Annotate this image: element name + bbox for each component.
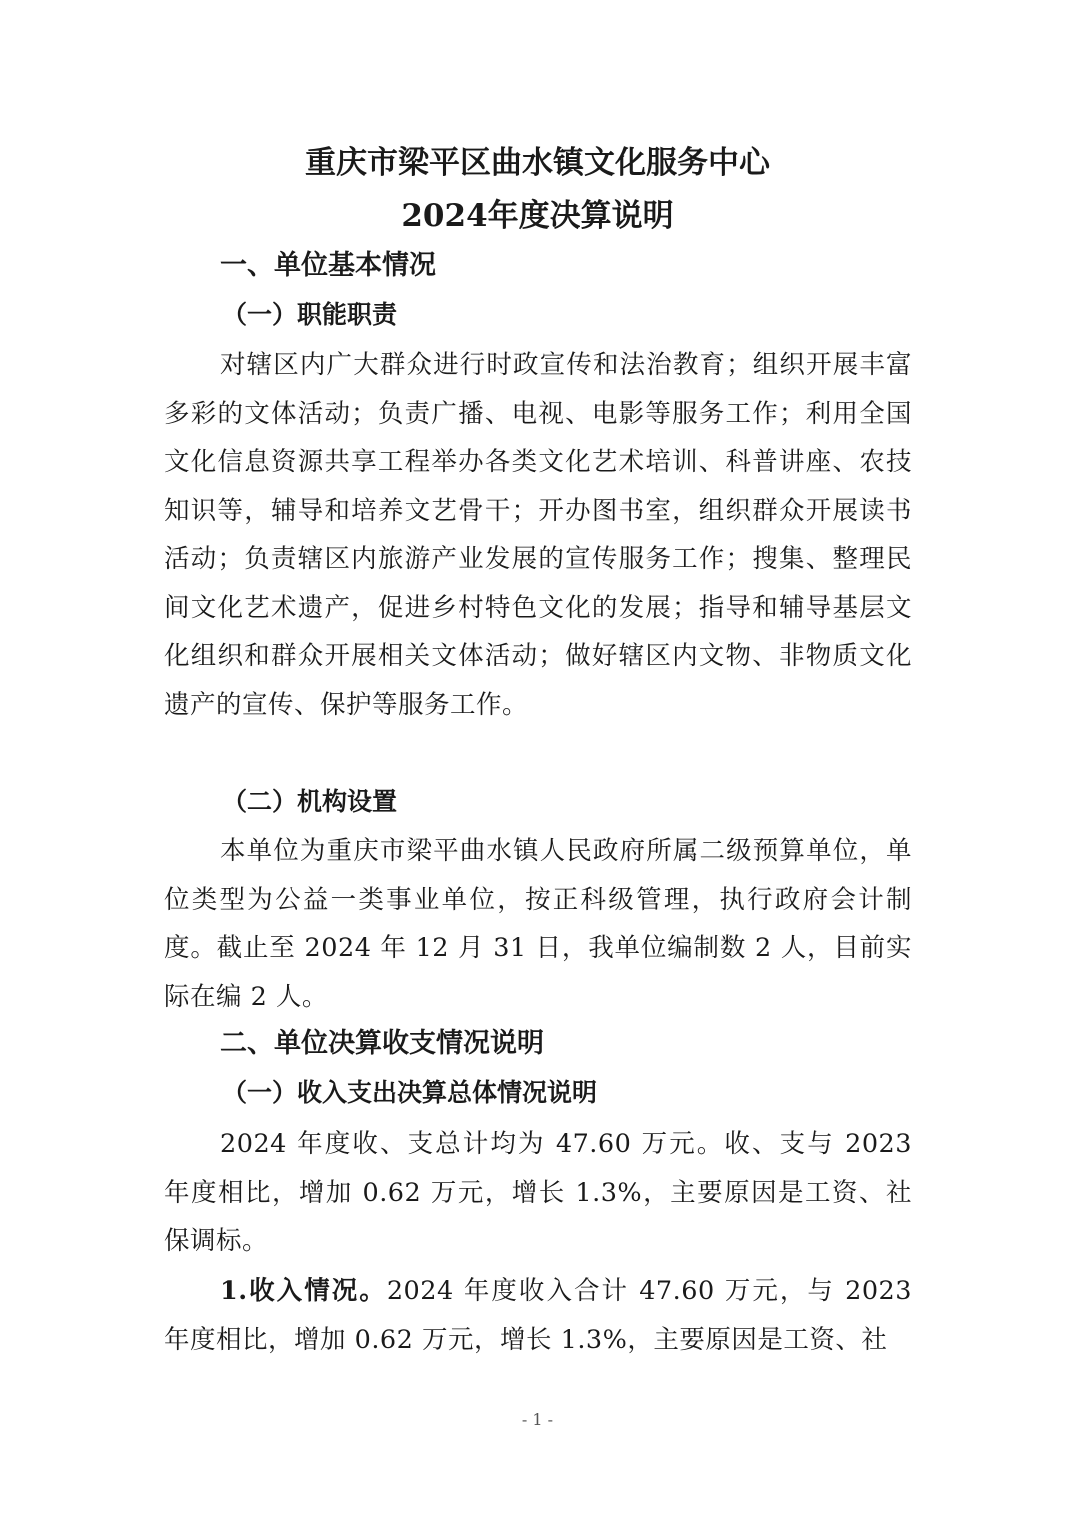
paragraph-income xyxy=(164,1267,912,1364)
income-text: 2024 年度收入合计 47.60 万元，与 2023 年度相比，增加 0.62 万元，增长 1.3%，主要原因是工资、社 xyxy=(164,1276,913,1355)
paragraph-functions: 对辖区内广大群众进行时政宣传和法治教育；组织开展丰富多彩的文体活动；负责广播、电视、电影等服务工作；利用全国文化信息资源共享工程举办各类文化艺术培训、科普讲座、农技知识等，辅导和培养文艺骨干；开办图书室，组织群众开展读书活动；负责辖区内旅游产业发展的宣传服务工作；搜集、整理民间文化艺术遗产，促进乡村特色文化的发展；指导和辅导基层文化组织和群众开展相关文体活动；做好辖区内文物、非物质文化遗产的宣传、保护等服务工作。 xyxy=(164,350,912,720)
subsection-heading-organization: （二）机构设置 xyxy=(222,787,398,816)
section-heading-budget: 二、单位决算收支情况说明 xyxy=(220,1028,544,1059)
section-heading-basic-info: 一、单位基本情况 xyxy=(220,250,436,281)
subsection-heading-overall: （一）收入支出决算总体情况说明 xyxy=(222,1078,598,1107)
subsection-heading-functions: （一）职能职责 xyxy=(222,300,398,329)
paragraph-organization: 本单位为重庆市梁平曲水镇人民政府所属二级预算单位，单位类型为公益一类事业单位，按正科级管理，执行政府会计制度。截止至 2024 年 12 月 31 日，我单位编制数 2 人，目前实际在编 2 人。 xyxy=(164,836,912,1012)
paragraph-overall: 2024 年度收、支总计均为 47.60 万元。收、支与 2023 年度相比，增加 0.62 万元，增长 1.3%，主要原因是工资、社保调标。 xyxy=(164,1129,912,1256)
income-lead: 1.收入情况。 xyxy=(220,1276,387,1306)
page-number: - 1 - xyxy=(521,1410,554,1429)
document-title-line1: 重庆市梁平区曲水镇文化服务中心 xyxy=(305,145,770,181)
document-title-line2: 2024年度决算说明 xyxy=(401,198,674,234)
